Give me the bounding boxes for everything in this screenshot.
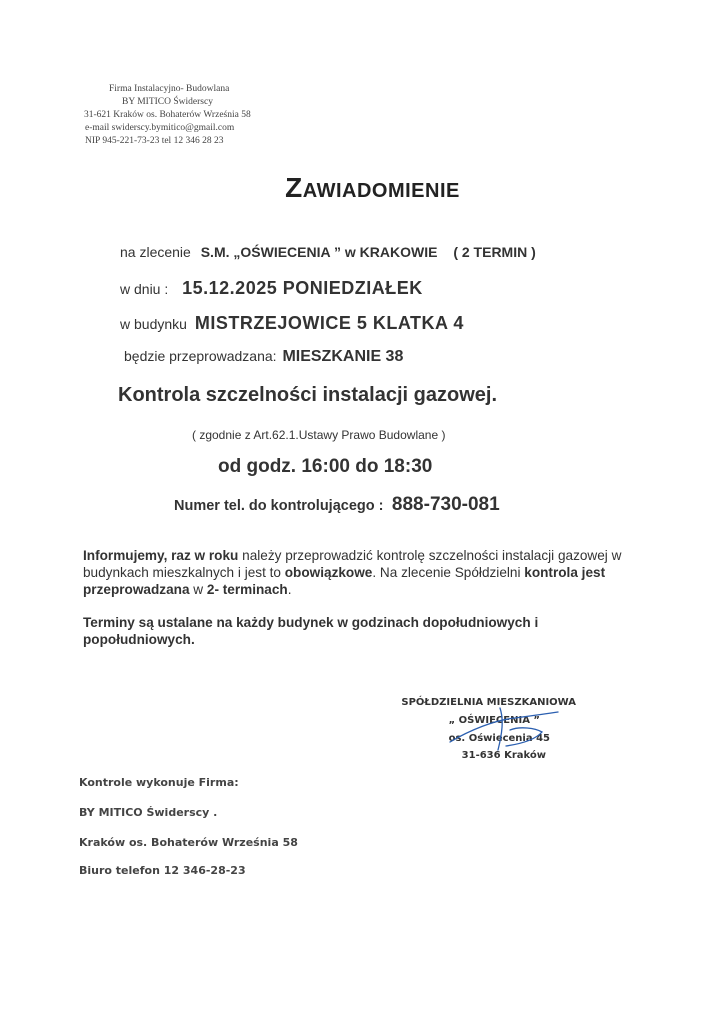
phone-value: 888-730-081 xyxy=(391,494,500,515)
apartment-value: MIESZKANIE 38 xyxy=(282,348,404,365)
phone-line xyxy=(174,494,500,516)
subject-heading: Kontrola szczelności instalacji gazowej. xyxy=(118,384,497,406)
legal-basis: ( zgodnie z Art.62.1.Ustawy Prawo Budowlane ) xyxy=(192,428,446,442)
apartment-line xyxy=(124,348,403,366)
info-text-1: należy przeprowadzić kontrolę szczelności instalacji gazowej w budynkach mieszkalnych i jest to xyxy=(83,548,622,580)
letterhead-company-type: Firma Instalacyjno- Budowlana xyxy=(109,84,230,94)
info-text-4: . xyxy=(287,582,292,597)
info-text-2: . Na zlecenie Spółdzielni xyxy=(372,565,525,580)
footer-performer: Kontrole wykonuje Firma: xyxy=(79,776,239,789)
document-title: Zawiadomienie xyxy=(285,172,460,203)
info-bold-3: kontrola jest przeprowadzana xyxy=(83,565,606,597)
apartment-prefix: będzie przeprowadzana: xyxy=(124,348,277,364)
cooperative-quote: „ OŚWIECENIA ” xyxy=(448,715,540,726)
letterhead-nip-phone: NIP 945-221-73-23 tel 12 346 28 23 xyxy=(85,136,224,146)
hours: od godz. 16:00 do 18:30 xyxy=(218,456,433,477)
info-bold-1: Informujemy, raz w roku xyxy=(83,548,239,563)
terms-paragraph: Terminy są ustalane na każdy budynek w godzinach dopołudniowych i popołudniowych. xyxy=(83,615,539,647)
cooperative-name: SPÓŁDZIELNIA MIESZKANIOWA xyxy=(401,697,576,708)
letterhead-company-name: BY MITICO Świderscy xyxy=(122,97,213,107)
order-term: ( 2 TERMIN ) xyxy=(453,244,536,260)
order-client: S.M. „OŚWIECENIA ” w KRAKOWIE xyxy=(200,244,438,260)
info-text-3: w xyxy=(189,582,207,597)
date-prefix: w dniu : xyxy=(120,281,169,297)
letterhead-address: 31-621 Kraków os. Bohaterów Września 58 xyxy=(84,110,251,120)
info-bold-4: 2- terminach xyxy=(206,582,288,597)
info-bold-2: obowiązkowe xyxy=(284,565,373,580)
footer-phone: Biuro telefon 12 346-28-23 xyxy=(79,864,246,877)
order-line xyxy=(120,244,536,260)
letterhead xyxy=(80,83,251,148)
info-paragraph xyxy=(83,547,643,598)
phone-label: Numer tel. do kontrolującego : xyxy=(174,498,384,514)
order-prefix: na zlecenie xyxy=(120,244,191,260)
building-prefix: w budynku xyxy=(120,316,187,332)
date-value: 15.12.2025 PONIEDZIAŁEK xyxy=(182,278,423,298)
cooperative-city: 31-636 Kraków xyxy=(461,750,546,761)
date-line xyxy=(120,278,423,299)
letterhead-email: e-mail swiderscy.bymitico@gmail.com xyxy=(85,123,235,133)
cooperative-address: os. Oświecenia 45 xyxy=(448,733,550,744)
footer-address: Kraków os. Bohaterów Września 58 xyxy=(79,836,298,849)
building-line xyxy=(120,313,464,334)
signature xyxy=(440,700,570,760)
footer-company: BY MITICO Świderscy . xyxy=(79,806,218,819)
building-value: MISTRZEJOWICE 5 KLATKA 4 xyxy=(194,313,464,333)
